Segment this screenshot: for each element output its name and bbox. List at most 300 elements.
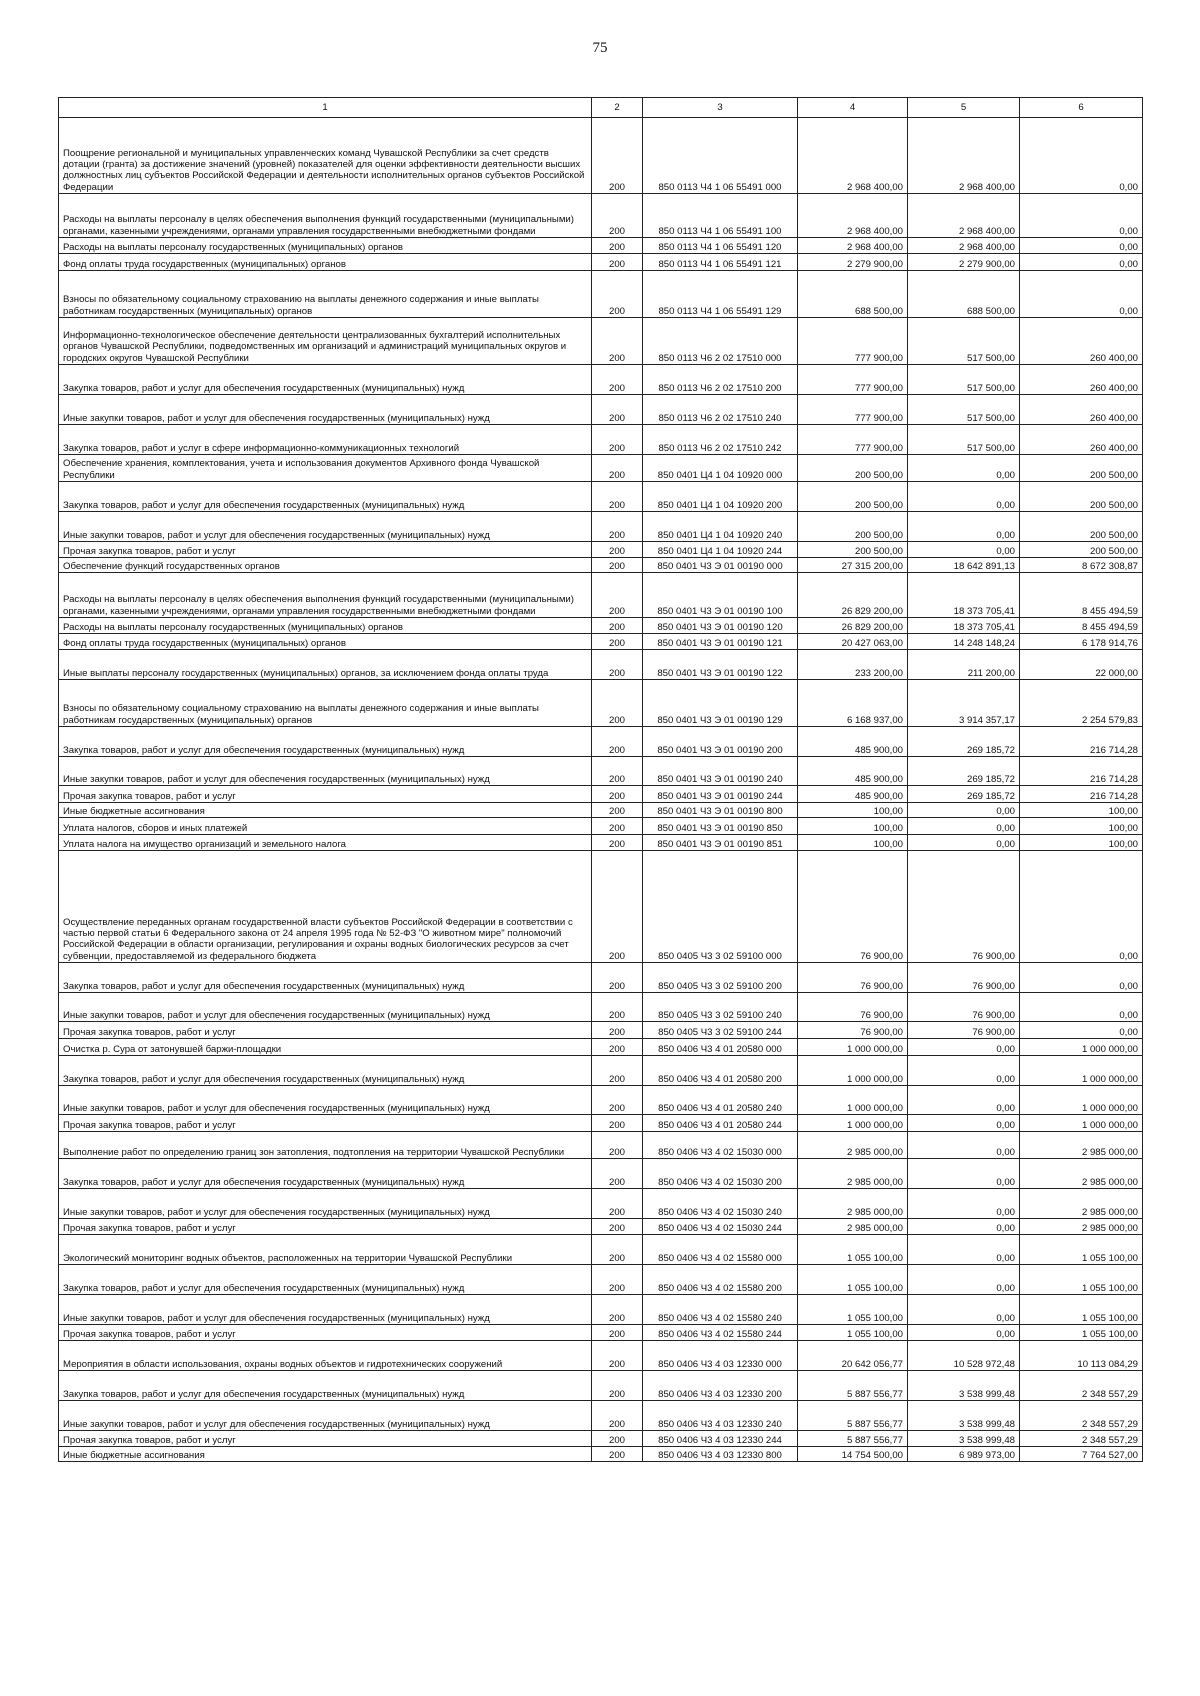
table-row — [59, 1371, 1143, 1401]
row-budget-code: 850 0401 Ц4 1 04 10920 240 — [643, 512, 798, 542]
row-value-col5: 0,00 — [908, 1219, 1020, 1235]
row-value-col5: 18 642 891,13 — [908, 558, 1020, 573]
row-admin-code: 200 — [592, 818, 643, 835]
row-value-col4: 485 900,00 — [798, 727, 908, 757]
row-name: Закупка товаров, работ и услуг для обеспечения государственных (муниципальных) нужд — [59, 727, 592, 757]
row-value-col5: 0,00 — [908, 1159, 1020, 1189]
row-name: Расходы на выплаты персоналу в целях обеспечения выполнения функций государственными (муниципальными) органами, казенными учреждениями, органами управления государственными внебюджетными фондами — [59, 194, 592, 238]
row-name: Мероприятия в области использования, охраны водных объектов и гидротехнических сооружений — [59, 1341, 592, 1371]
row-admin-code: 200 — [592, 1159, 643, 1189]
row-value-col5: 0,00 — [908, 1189, 1020, 1219]
table-row — [59, 993, 1143, 1022]
row-value-col4: 100,00 — [798, 835, 908, 851]
row-value-col5: 0,00 — [908, 1086, 1020, 1115]
row-value-col4: 1 000 000,00 — [798, 1056, 908, 1086]
table-row — [59, 118, 1143, 194]
row-admin-code: 200 — [592, 1265, 643, 1295]
row-admin-code: 200 — [592, 1431, 643, 1447]
row-budget-code: 850 0401 Ч3 Э 01 00190 800 — [643, 803, 798, 818]
row-admin-code: 200 — [592, 542, 643, 558]
row-value-col5: 0,00 — [908, 1265, 1020, 1295]
row-value-col5: 0,00 — [908, 512, 1020, 542]
table-row — [59, 1431, 1143, 1447]
row-value-col5: 0,00 — [908, 1039, 1020, 1056]
row-admin-code: 200 — [592, 1022, 643, 1039]
table-row — [59, 482, 1143, 512]
row-value-col6: 0,00 — [1020, 254, 1143, 271]
row-value-col5: 0,00 — [908, 835, 1020, 851]
row-name: Поощрение региональной и муниципальных управленческих команд Чувашской Республики за счет средств дотации (гранта) за достижение значений (уровней) показателей для оценки эффективности деятельности высших должностных лиц субъектов Российской Федерации и деятельности исполнительных органов субъектов Российской Федерации — [59, 118, 592, 194]
column-header-6: 6 — [1020, 98, 1143, 118]
row-budget-code: 850 0406 Ч3 4 02 15580 244 — [643, 1325, 798, 1341]
row-admin-code: 200 — [592, 365, 643, 395]
table-row — [59, 727, 1143, 757]
table-row — [59, 1039, 1143, 1056]
table-row — [59, 963, 1143, 993]
row-name: Взносы по обязательному социальному страхованию на выплаты денежного содержания и иные выплаты работникам государственных (муниципальных) органов — [59, 271, 592, 318]
row-value-col6: 200 500,00 — [1020, 482, 1143, 512]
row-budget-code: 850 0401 Ч3 Э 01 00190 000 — [643, 558, 798, 573]
row-value-col6: 10 113 084,29 — [1020, 1341, 1143, 1371]
column-header-2: 2 — [592, 98, 643, 118]
row-value-col4: 76 900,00 — [798, 851, 908, 963]
table-row — [59, 1295, 1143, 1325]
row-admin-code: 200 — [592, 558, 643, 573]
table-row — [59, 1022, 1143, 1039]
row-name: Закупка товаров, работ и услуг для обеспечения государственных (муниципальных) нужд — [59, 1159, 592, 1189]
row-value-col4: 26 829 200,00 — [798, 573, 908, 618]
row-budget-code: 850 0406 Ч3 4 01 20580 200 — [643, 1056, 798, 1086]
row-value-col5: 2 968 400,00 — [908, 238, 1020, 254]
row-budget-code: 850 0401 Ч3 Э 01 00190 244 — [643, 786, 798, 803]
row-admin-code: 200 — [592, 254, 643, 271]
table-row — [59, 634, 1143, 650]
row-value-col4: 2 985 000,00 — [798, 1219, 908, 1235]
column-header-4: 4 — [798, 98, 908, 118]
row-value-col6: 2 254 579,83 — [1020, 680, 1143, 727]
row-value-col5: 76 900,00 — [908, 1022, 1020, 1039]
table-row — [59, 818, 1143, 835]
row-value-col5: 2 968 400,00 — [908, 194, 1020, 238]
table-row — [59, 1132, 1143, 1159]
row-value-col6: 2 985 000,00 — [1020, 1189, 1143, 1219]
row-value-col4: 485 900,00 — [798, 757, 908, 786]
row-budget-code: 850 0401 Ч3 Э 01 00190 240 — [643, 757, 798, 786]
row-value-col6: 2 985 000,00 — [1020, 1159, 1143, 1189]
table-row — [59, 757, 1143, 786]
row-value-col4: 2 985 000,00 — [798, 1189, 908, 1219]
row-name: Иные закупки товаров, работ и услуг для обеспечения государственных (муниципальных) нужд — [59, 1189, 592, 1219]
row-value-col6: 1 000 000,00 — [1020, 1086, 1143, 1115]
column-header-1: 1 — [59, 98, 592, 118]
row-value-col5: 10 528 972,48 — [908, 1341, 1020, 1371]
row-budget-code: 850 0406 Ч3 4 01 20580 240 — [643, 1086, 798, 1115]
row-admin-code: 200 — [592, 963, 643, 993]
row-value-col5: 76 900,00 — [908, 993, 1020, 1022]
row-value-col4: 76 900,00 — [798, 963, 908, 993]
row-budget-code: 850 0406 Ч3 4 03 12330 244 — [643, 1431, 798, 1447]
row-value-col4: 20 642 056,77 — [798, 1341, 908, 1371]
table-row — [59, 318, 1143, 365]
row-value-col4: 26 829 200,00 — [798, 618, 908, 634]
row-value-col4: 2 968 400,00 — [798, 238, 908, 254]
row-budget-code: 850 0406 Ч3 4 03 12330 800 — [643, 1447, 798, 1462]
table-row — [59, 271, 1143, 318]
row-name: Взносы по обязательному социальному страхованию на выплаты денежного содержания и иные выплаты работникам государственных (муниципальных) органов — [59, 680, 592, 727]
row-name: Закупка товаров, работ и услуг в сфере информационно-коммуникационных технологий — [59, 425, 592, 455]
table-row — [59, 1189, 1143, 1219]
row-value-col5: 688 500,00 — [908, 271, 1020, 318]
table-row — [59, 1056, 1143, 1086]
table-row — [59, 542, 1143, 558]
row-admin-code: 200 — [592, 650, 643, 680]
row-budget-code: 850 0113 Ч4 1 06 55491 129 — [643, 271, 798, 318]
row-budget-code: 850 0406 Ч3 4 02 15030 240 — [643, 1189, 798, 1219]
row-name: Иные бюджетные ассигнования — [59, 1447, 592, 1462]
row-admin-code: 200 — [592, 1341, 643, 1371]
row-name: Иные выплаты персоналу государственных (муниципальных) органов, за исключением фонда оплаты труда — [59, 650, 592, 680]
row-name: Прочая закупка товаров, работ и услуг — [59, 542, 592, 558]
row-name: Закупка товаров, работ и услуг для обеспечения государственных (муниципальных) нужд — [59, 1265, 592, 1295]
row-value-col4: 777 900,00 — [798, 365, 908, 395]
row-admin-code: 200 — [592, 1189, 643, 1219]
row-value-col4: 200 500,00 — [798, 512, 908, 542]
row-admin-code: 200 — [592, 512, 643, 542]
row-value-col4: 14 754 500,00 — [798, 1447, 908, 1462]
row-value-col5: 269 185,72 — [908, 727, 1020, 757]
row-value-col4: 76 900,00 — [798, 1022, 908, 1039]
row-value-col5: 18 373 705,41 — [908, 573, 1020, 618]
row-value-col4: 200 500,00 — [798, 455, 908, 482]
row-value-col6: 1 055 100,00 — [1020, 1235, 1143, 1265]
table-row — [59, 573, 1143, 618]
row-value-col6: 216 714,28 — [1020, 757, 1143, 786]
row-value-col5: 2 968 400,00 — [908, 118, 1020, 194]
row-name: Уплата налога на имущество организаций и земельного налога — [59, 835, 592, 851]
row-value-col6: 260 400,00 — [1020, 425, 1143, 455]
row-value-col6: 1 055 100,00 — [1020, 1325, 1143, 1341]
row-name: Закупка товаров, работ и услуг для обеспечения государственных (муниципальных) нужд — [59, 1371, 592, 1401]
row-name: Осуществление переданных органам государственной власти субъектов Российской Федерации в соответствии с частью первой статьи 6 Федерального закона от 24 апреля 1995 года № 52-ФЗ "О животном мире" полномочий Российской Федерации в области организации, регулирования и охраны водных биологических ресурсов за счет субвенции, предоставляемой из федерального бюджета — [59, 851, 592, 963]
row-admin-code: 200 — [592, 271, 643, 318]
row-admin-code: 200 — [592, 1039, 643, 1056]
row-value-col4: 100,00 — [798, 803, 908, 818]
table-row — [59, 1265, 1143, 1295]
row-admin-code: 200 — [592, 835, 643, 851]
row-value-col6: 0,00 — [1020, 118, 1143, 194]
row-value-col5: 3 538 999,48 — [908, 1401, 1020, 1431]
row-value-col6: 200 500,00 — [1020, 512, 1143, 542]
row-value-col6: 216 714,28 — [1020, 786, 1143, 803]
row-name: Расходы на выплаты персоналу государственных (муниципальных) органов — [59, 238, 592, 254]
row-name: Закупка товаров, работ и услуг для обеспечения государственных (муниципальных) нужд — [59, 1056, 592, 1086]
row-value-col5: 0,00 — [908, 542, 1020, 558]
row-value-col6: 0,00 — [1020, 271, 1143, 318]
row-name: Закупка товаров, работ и услуг для обеспечения государственных (муниципальных) нужд — [59, 963, 592, 993]
row-value-col4: 5 887 556,77 — [798, 1431, 908, 1447]
row-value-col5: 0,00 — [908, 482, 1020, 512]
row-budget-code: 850 0405 Ч3 3 02 59100 244 — [643, 1022, 798, 1039]
table-row — [59, 1086, 1143, 1115]
row-budget-code: 850 0401 Ч3 Э 01 00190 100 — [643, 573, 798, 618]
table-row — [59, 650, 1143, 680]
row-value-col5: 18 373 705,41 — [908, 618, 1020, 634]
row-name: Обеспечение функций государственных органов — [59, 558, 592, 573]
row-name: Прочая закупка товаров, работ и услуг — [59, 786, 592, 803]
row-budget-code: 850 0401 Ч3 Э 01 00190 120 — [643, 618, 798, 634]
row-budget-code: 850 0406 Ч3 4 02 15580 200 — [643, 1265, 798, 1295]
row-budget-code: 850 0401 Ц4 1 04 10920 244 — [643, 542, 798, 558]
row-value-col4: 1 000 000,00 — [798, 1039, 908, 1056]
row-value-col4: 1 055 100,00 — [798, 1265, 908, 1295]
row-value-col5: 76 900,00 — [908, 963, 1020, 993]
table-row — [59, 680, 1143, 727]
row-name: Иные закупки товаров, работ и услуг для обеспечения государственных (муниципальных) нужд — [59, 512, 592, 542]
row-value-col6: 8 672 308,87 — [1020, 558, 1143, 573]
table-row — [59, 851, 1143, 963]
row-value-col6: 0,00 — [1020, 963, 1143, 993]
row-budget-code: 850 0406 Ч3 4 03 12330 200 — [643, 1371, 798, 1401]
row-value-col4: 200 500,00 — [798, 482, 908, 512]
row-budget-code: 850 0401 Ч3 Э 01 00190 851 — [643, 835, 798, 851]
row-value-col5: 517 500,00 — [908, 318, 1020, 365]
row-value-col4: 2 985 000,00 — [798, 1159, 908, 1189]
table-row — [59, 395, 1143, 425]
row-admin-code: 200 — [592, 482, 643, 512]
row-budget-code: 850 0406 Ч3 4 02 15580 000 — [643, 1235, 798, 1265]
row-admin-code: 200 — [592, 1132, 643, 1159]
table-row — [59, 1219, 1143, 1235]
row-value-col4: 5 887 556,77 — [798, 1371, 908, 1401]
row-value-col6: 2 985 000,00 — [1020, 1132, 1143, 1159]
row-admin-code: 200 — [592, 118, 643, 194]
row-value-col6: 2 348 557,29 — [1020, 1371, 1143, 1401]
row-name: Прочая закупка товаров, работ и услуг — [59, 1431, 592, 1447]
row-admin-code: 200 — [592, 680, 643, 727]
row-value-col5: 211 200,00 — [908, 650, 1020, 680]
row-value-col4: 2 985 000,00 — [798, 1132, 908, 1159]
row-budget-code: 850 0401 Ч3 Э 01 00190 121 — [643, 634, 798, 650]
row-value-col5: 517 500,00 — [908, 395, 1020, 425]
row-admin-code: 200 — [592, 618, 643, 634]
row-admin-code: 200 — [592, 318, 643, 365]
row-name: Расходы на выплаты персоналу в целях обеспечения выполнения функций государственными (муниципальными) органами, казенными учреждениями, органами управления государственными внебюджетными фондами — [59, 573, 592, 618]
row-name: Иные бюджетные ассигнования — [59, 803, 592, 818]
row-name: Информационно-технологическое обеспечение деятельности централизованных бухгалтерий исполнительных органов Чувашской Республики, подведомственных им организаций и администраций муниципальных округов и городских округов Чувашской Республики — [59, 318, 592, 365]
row-name: Фонд оплаты труда государственных (муниципальных) органов — [59, 254, 592, 271]
row-value-col6: 200 500,00 — [1020, 455, 1143, 482]
row-value-col5: 2 279 900,00 — [908, 254, 1020, 271]
row-value-col6: 6 178 914,76 — [1020, 634, 1143, 650]
row-budget-code: 850 0406 Ч3 4 02 15030 000 — [643, 1132, 798, 1159]
row-value-col6: 0,00 — [1020, 851, 1143, 963]
row-value-col6: 100,00 — [1020, 835, 1143, 851]
row-value-col6: 1 055 100,00 — [1020, 1265, 1143, 1295]
row-value-col6: 200 500,00 — [1020, 542, 1143, 558]
table-row — [59, 618, 1143, 634]
table-row — [59, 1115, 1143, 1132]
row-name: Экологический мониторинг водных объектов, расположенных на территории Чувашской Республики — [59, 1235, 592, 1265]
row-value-col4: 233 200,00 — [798, 650, 908, 680]
row-admin-code: 200 — [592, 1056, 643, 1086]
row-value-col4: 1 055 100,00 — [798, 1295, 908, 1325]
row-name: Выполнение работ по определению границ зон затопления, подтопления на территории Чувашской Республики — [59, 1132, 592, 1159]
row-value-col5: 517 500,00 — [908, 365, 1020, 395]
row-name: Иные закупки товаров, работ и услуг для обеспечения государственных (муниципальных) нужд — [59, 1086, 592, 1115]
row-value-col6: 2 348 557,29 — [1020, 1401, 1143, 1431]
row-admin-code: 200 — [592, 395, 643, 425]
row-value-col4: 76 900,00 — [798, 993, 908, 1022]
row-name: Очистка р. Сура от затонувшей баржи-площадки — [59, 1039, 592, 1056]
row-value-col5: 0,00 — [908, 1115, 1020, 1132]
row-admin-code: 200 — [592, 425, 643, 455]
row-value-col6: 1 000 000,00 — [1020, 1039, 1143, 1056]
row-budget-code: 850 0406 Ч3 4 01 20580 244 — [643, 1115, 798, 1132]
table-row — [59, 1341, 1143, 1371]
row-name: Обеспечение хранения, комплектования, учета и использования документов Архивного фонда Чувашской Республики — [59, 455, 592, 482]
row-value-col4: 2 968 400,00 — [798, 118, 908, 194]
row-budget-code: 850 0406 Ч3 4 01 20580 000 — [643, 1039, 798, 1056]
row-value-col4: 777 900,00 — [798, 425, 908, 455]
row-admin-code: 200 — [592, 1371, 643, 1401]
row-budget-code: 850 0401 Ч3 Э 01 00190 850 — [643, 818, 798, 835]
row-name: Прочая закупка товаров, работ и услуг — [59, 1115, 592, 1132]
table-row — [59, 835, 1143, 851]
row-value-col4: 1 000 000,00 — [798, 1086, 908, 1115]
row-budget-code: 850 0113 Ч6 2 02 17510 242 — [643, 425, 798, 455]
row-value-col6: 7 764 527,00 — [1020, 1447, 1143, 1462]
row-budget-code: 850 0401 Ч3 Э 01 00190 122 — [643, 650, 798, 680]
row-admin-code: 200 — [592, 993, 643, 1022]
column-header-3: 3 — [643, 98, 798, 118]
row-name: Иные закупки товаров, работ и услуг для обеспечения государственных (муниципальных) нужд — [59, 395, 592, 425]
row-budget-code: 850 0113 Ч4 1 06 55491 100 — [643, 194, 798, 238]
row-budget-code: 850 0113 Ч6 2 02 17510 240 — [643, 395, 798, 425]
row-budget-code: 850 0113 Ч6 2 02 17510 000 — [643, 318, 798, 365]
row-value-col4: 27 315 200,00 — [798, 558, 908, 573]
column-header-5: 5 — [908, 98, 1020, 118]
row-value-col6: 260 400,00 — [1020, 395, 1143, 425]
row-admin-code: 200 — [592, 1219, 643, 1235]
row-value-col4: 1 055 100,00 — [798, 1235, 908, 1265]
table-row — [59, 425, 1143, 455]
row-name: Прочая закупка товаров, работ и услуг — [59, 1022, 592, 1039]
row-value-col5: 0,00 — [908, 1295, 1020, 1325]
row-value-col6: 260 400,00 — [1020, 365, 1143, 395]
row-admin-code: 200 — [592, 1115, 643, 1132]
row-admin-code: 200 — [592, 1447, 643, 1462]
table-row — [59, 803, 1143, 818]
row-budget-code: 850 0406 Ч3 4 02 15030 244 — [643, 1219, 798, 1235]
row-value-col5: 76 900,00 — [908, 851, 1020, 963]
row-value-col6: 8 455 494,59 — [1020, 618, 1143, 634]
row-value-col6: 22 000,00 — [1020, 650, 1143, 680]
row-budget-code: 850 0405 Ч3 3 02 59100 000 — [643, 851, 798, 963]
row-admin-code: 200 — [592, 634, 643, 650]
row-value-col5: 6 989 973,00 — [908, 1447, 1020, 1462]
row-admin-code: 200 — [592, 194, 643, 238]
row-admin-code: 200 — [592, 455, 643, 482]
row-admin-code: 200 — [592, 851, 643, 963]
table-row — [59, 1159, 1143, 1189]
row-value-col5: 0,00 — [908, 1132, 1020, 1159]
row-admin-code: 200 — [592, 1086, 643, 1115]
row-value-col4: 777 900,00 — [798, 395, 908, 425]
row-admin-code: 200 — [592, 786, 643, 803]
row-name: Фонд оплаты труда государственных (муниципальных) органов — [59, 634, 592, 650]
row-name: Иные закупки товаров, работ и услуг для обеспечения государственных (муниципальных) нужд — [59, 757, 592, 786]
row-name: Закупка товаров, работ и услуг для обеспечения государственных (муниципальных) нужд — [59, 482, 592, 512]
row-value-col5: 269 185,72 — [908, 786, 1020, 803]
row-value-col4: 5 887 556,77 — [798, 1401, 908, 1431]
table-row — [59, 365, 1143, 395]
row-budget-code: 850 0406 Ч3 4 02 15580 240 — [643, 1295, 798, 1325]
row-admin-code: 200 — [592, 1325, 643, 1341]
table-header-row — [59, 98, 1143, 118]
row-name: Расходы на выплаты персоналу государственных (муниципальных) органов — [59, 618, 592, 634]
row-name: Иные закупки товаров, работ и услуг для обеспечения государственных (муниципальных) нужд — [59, 1295, 592, 1325]
row-value-col4: 2 968 400,00 — [798, 194, 908, 238]
row-value-col4: 2 279 900,00 — [798, 254, 908, 271]
row-value-col6: 1 000 000,00 — [1020, 1056, 1143, 1086]
table-row — [59, 194, 1143, 238]
row-budget-code: 850 0401 Ц4 1 04 10920 200 — [643, 482, 798, 512]
row-value-col5: 0,00 — [908, 1325, 1020, 1341]
row-value-col5: 0,00 — [908, 803, 1020, 818]
page-number: 75 — [592, 40, 608, 56]
row-value-col6: 1 000 000,00 — [1020, 1115, 1143, 1132]
row-value-col5: 0,00 — [908, 1056, 1020, 1086]
table-row — [59, 238, 1143, 254]
row-value-col6: 100,00 — [1020, 818, 1143, 835]
row-value-col4: 688 500,00 — [798, 271, 908, 318]
row-value-col6: 8 455 494,59 — [1020, 573, 1143, 618]
row-admin-code: 200 — [592, 757, 643, 786]
table-row — [59, 1401, 1143, 1431]
row-value-col4: 200 500,00 — [798, 542, 908, 558]
row-admin-code: 200 — [592, 1295, 643, 1325]
table-row — [59, 558, 1143, 573]
row-budget-code: 850 0405 Ч3 3 02 59100 200 — [643, 963, 798, 993]
row-value-col4: 20 427 063,00 — [798, 634, 908, 650]
row-value-col6: 100,00 — [1020, 803, 1143, 818]
table-row — [59, 1325, 1143, 1341]
row-budget-code: 850 0406 Ч3 4 03 12330 240 — [643, 1401, 798, 1431]
row-admin-code: 200 — [592, 727, 643, 757]
row-value-col4: 100,00 — [798, 818, 908, 835]
row-admin-code: 200 — [592, 803, 643, 818]
row-value-col6: 0,00 — [1020, 1022, 1143, 1039]
row-admin-code: 200 — [592, 573, 643, 618]
row-value-col5: 0,00 — [908, 818, 1020, 835]
row-name: Закупка товаров, работ и услуг для обеспечения государственных (муниципальных) нужд — [59, 365, 592, 395]
row-budget-code: 850 0406 Ч3 4 03 12330 000 — [643, 1341, 798, 1371]
row-value-col4: 485 900,00 — [798, 786, 908, 803]
row-value-col6: 0,00 — [1020, 993, 1143, 1022]
row-budget-code: 850 0406 Ч3 4 02 15030 200 — [643, 1159, 798, 1189]
row-name: Иные закупки товаров, работ и услуг для обеспечения государственных (муниципальных) нужд — [59, 993, 592, 1022]
row-value-col5: 0,00 — [908, 1235, 1020, 1265]
table-row — [59, 512, 1143, 542]
row-budget-code: 850 0113 Ч4 1 06 55491 120 — [643, 238, 798, 254]
row-value-col4: 777 900,00 — [798, 318, 908, 365]
row-name: Уплата налогов, сборов и иных платежей — [59, 818, 592, 835]
table-row — [59, 254, 1143, 271]
row-budget-code: 850 0113 Ч6 2 02 17510 200 — [643, 365, 798, 395]
row-budget-code: 850 0401 Ц4 1 04 10920 000 — [643, 455, 798, 482]
table-row — [59, 455, 1143, 482]
table-row — [59, 786, 1143, 803]
